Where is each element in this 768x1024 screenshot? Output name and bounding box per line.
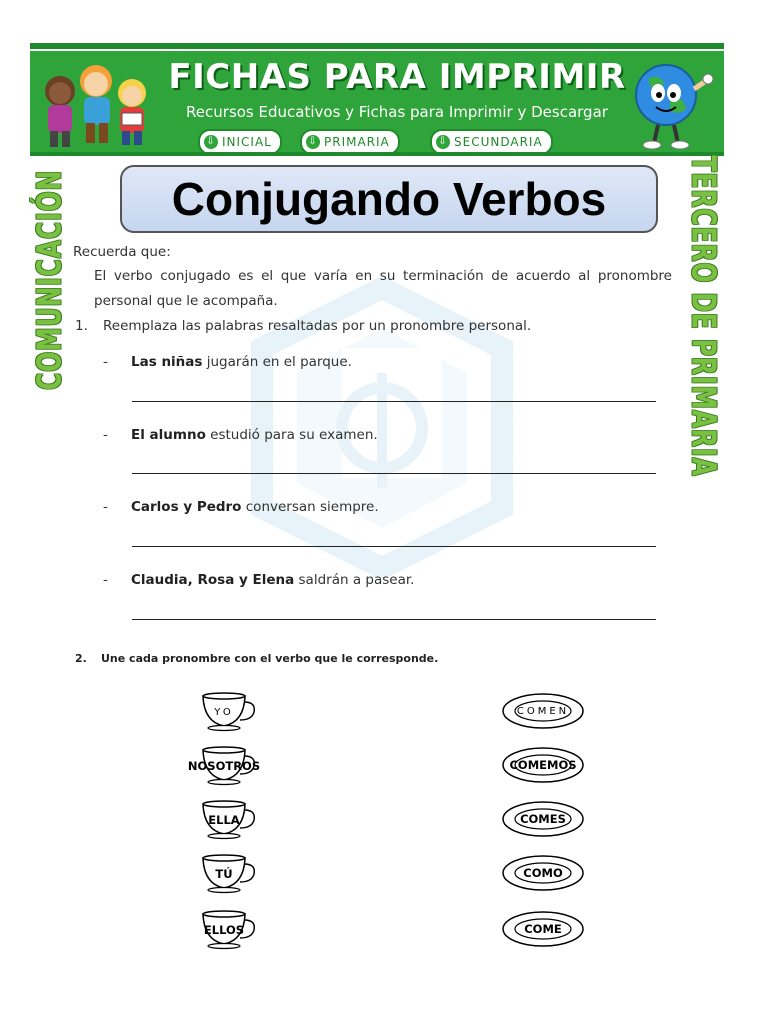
verb-label: COMES	[520, 812, 566, 826]
recuerda-label: Recuerda que:	[73, 244, 171, 260]
pronoun-label: ELLA	[208, 813, 240, 827]
pronoun-cup-ellos[interactable]	[200, 910, 258, 950]
subject-label: COMUNICACIÓN	[29, 169, 69, 391]
definition-line-1: El verbo conjugado es el que varía en su terminación de acuerdo al pronombre	[94, 268, 672, 284]
q1-item-4-rest: saldrán a pasear.	[294, 572, 415, 588]
banner-bottom-stripe	[30, 152, 724, 156]
bullet-dash: -	[103, 572, 108, 588]
level-label-secundaria: SECUNDARIA	[454, 135, 543, 149]
download-icon: ⇩	[306, 135, 320, 149]
pronoun-cup-yo[interactable]	[200, 692, 258, 732]
q1-item-4	[131, 572, 414, 588]
bullet-dash: -	[103, 354, 108, 370]
verb-label: COMEN	[516, 705, 570, 717]
q1-item-2-rest: estudió para su examen.	[205, 427, 378, 443]
bullet-dash: -	[103, 427, 108, 443]
question-2-number: 2.	[75, 652, 87, 665]
q1-item-2	[131, 427, 378, 443]
q1-item-3	[131, 499, 379, 515]
answer-line-4[interactable]	[132, 619, 656, 620]
pronoun-cup-ella[interactable]	[200, 800, 258, 840]
q1-item-3-rest: conversan siempre.	[241, 499, 379, 515]
banner-subtitle: Recursos Educativos y Fichas para Imprimir y Descargar	[186, 103, 608, 121]
level-label-inicial: INICIAL	[222, 135, 272, 149]
verb-label: COMEMOS	[509, 758, 577, 772]
verb-plate-come[interactable]	[501, 910, 585, 948]
download-icon: ⇩	[204, 135, 218, 149]
verb-plate-comemos[interactable]	[501, 746, 585, 784]
verb-label: COMO	[523, 866, 563, 880]
pronoun-label: NOSOTROS	[187, 759, 261, 773]
question-1-instruction: Reemplaza las palabras resaltadas por un pronombre personal.	[103, 318, 532, 334]
level-label-primaria: PRIMARIA	[324, 135, 390, 149]
verb-plate-comes[interactable]	[501, 800, 585, 838]
question-1-number: 1.	[75, 318, 88, 334]
grade-label: TERCERO DE PRIMARIA	[684, 155, 724, 477]
question-2	[75, 652, 438, 665]
header-banner	[30, 43, 724, 156]
download-icon: ⇩	[436, 135, 450, 149]
pronoun-label: ELLOS	[203, 923, 245, 937]
question-2-instruction: Une cada pronombre con el verbo que le corresponde.	[101, 652, 439, 665]
banner-title: FICHAS PARA IMPRIMIR	[168, 57, 626, 97]
q1-item-1-highlight: Las niñas	[131, 354, 203, 370]
q1-item-2-highlight: El alumno	[131, 427, 206, 443]
banner-top-stripe	[30, 43, 724, 51]
globe-mascot-icon	[626, 55, 716, 151]
kids-illustration	[38, 51, 156, 151]
worksheet-title-box	[120, 165, 658, 233]
q1-item-4-highlight: Claudia, Rosa y Elena	[131, 572, 295, 588]
pronoun-cup-nosotros[interactable]	[187, 746, 261, 786]
pronoun-label: YO	[214, 706, 234, 718]
q1-item-3-highlight: Carlos y Pedro	[131, 499, 242, 515]
bullet-dash: -	[103, 499, 108, 515]
verb-plate-como[interactable]	[501, 854, 585, 892]
q1-item-1-rest: jugarán en el parque.	[202, 354, 352, 370]
verb-plate-comen[interactable]	[501, 692, 585, 730]
worksheet-title: Conjugando Verbos	[171, 173, 607, 225]
q1-item-1	[131, 354, 352, 370]
answer-line-3[interactable]	[132, 546, 656, 547]
pronoun-label: TÚ	[215, 867, 233, 881]
verb-label: COME	[524, 922, 562, 936]
definition-line-2: personal que le acompaña.	[94, 293, 278, 309]
answer-line-2[interactable]	[132, 473, 656, 474]
answer-line-1[interactable]	[132, 401, 656, 402]
pronoun-cup-tu[interactable]	[200, 854, 258, 894]
